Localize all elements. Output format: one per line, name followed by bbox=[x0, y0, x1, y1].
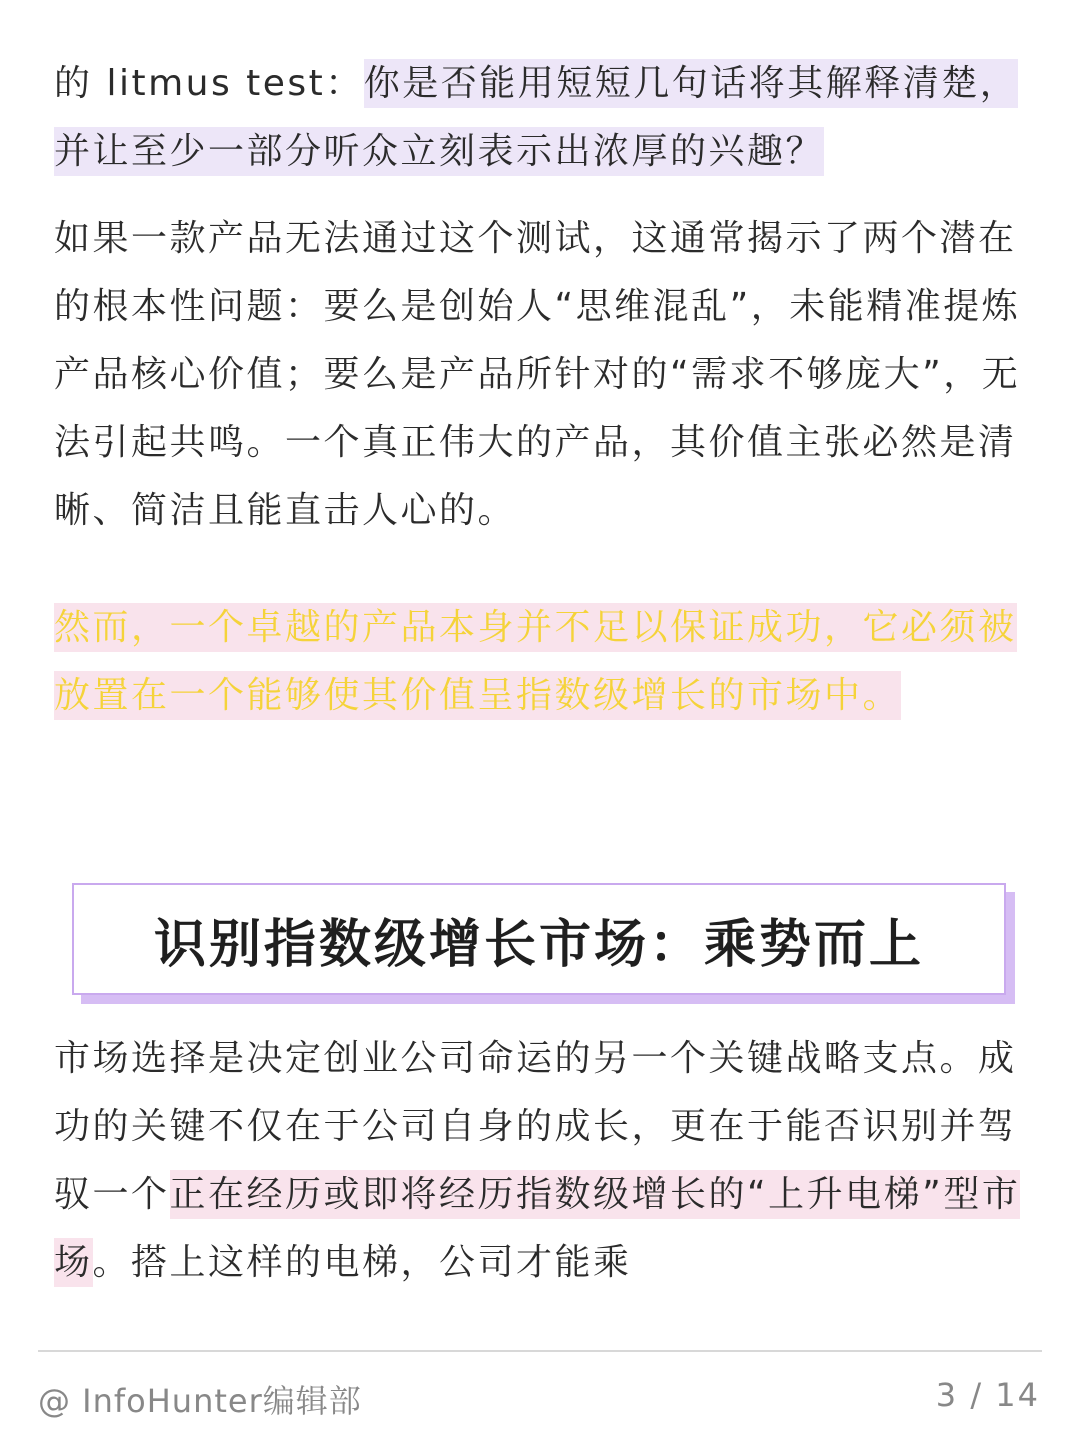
paragraph-market-emphasis bbox=[54, 594, 1030, 730]
footer-author: @ InfoHunter编辑部 bbox=[38, 1382, 362, 1420]
highlighted-question: 你是否能用短短几句话将其解释清楚，并让至少一部分听众立刻表示出浓厚的兴趣？ bbox=[54, 59, 1018, 176]
page-indicator: 3 / 14 bbox=[935, 1376, 1040, 1414]
paragraph-litmus-test bbox=[54, 50, 1030, 186]
paragraph-market-selection bbox=[54, 1025, 1030, 1297]
paragraph-plain-text: 的 litmus test： bbox=[54, 63, 364, 104]
paragraph-test-failure: 如果一款产品无法通过这个测试，这通常揭示了两个潜在的根本性问题：要么是创始人“思维混乱”，未能精准提炼产品核心价值；要么是产品所针对的“需求不够庞大”，无法引起共鸣。一个真正伟大的产品，其价值主张必然是清晰、简洁且能直击人心的。 bbox=[54, 218, 1021, 531]
highlighted-market-sentence: 然而，一个卓越的产品本身并不足以保证成功，它必须被放置在一个能够使其价值呈指数级增长的市场中。 bbox=[54, 603, 1017, 720]
highlighted-elevator-market: 正在经历或即将经历指数级增长的“上升电梯”型市场 bbox=[54, 1170, 1020, 1287]
section-heading: 识别指数级增长市场：乘势而上 bbox=[153, 914, 924, 975]
footer-divider bbox=[38, 1350, 1042, 1352]
paragraph-text-after: 。搭上这样的电梯，公司才能乘 bbox=[92, 1242, 632, 1283]
section-heading-box bbox=[72, 883, 1006, 995]
paragraph-text-before: 市场选择是决定创业公司命运的另一个关键战略支点。成功的关键不仅在于公司自身的成长，更在于能否识别并驾驭一个 bbox=[54, 1038, 1017, 1215]
